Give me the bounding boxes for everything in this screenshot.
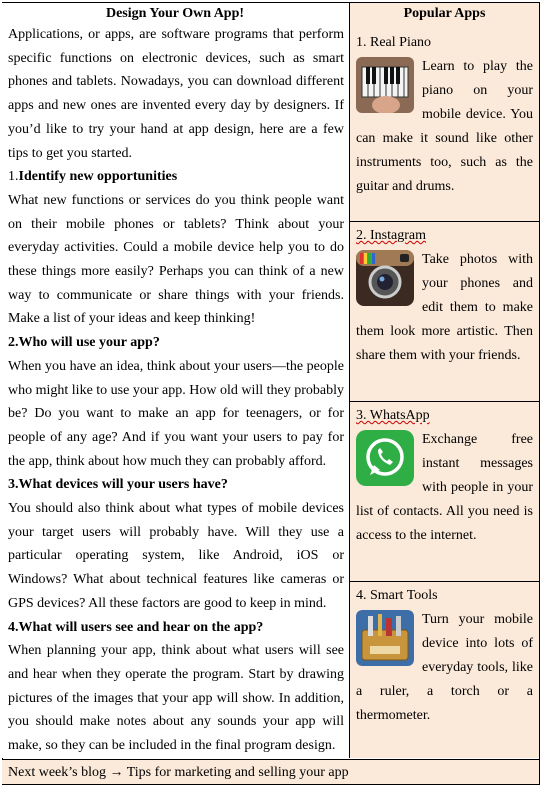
section-heading <box>8 473 344 497</box>
section-title: What will users see and hear on the app? <box>18 619 264 635</box>
section-text: What new functions or services do you think people want on their mobile phones or tablets? Think about your everyday activities. Could a mobile device help you to do these things more easily? Perhaps you can think of a new way to communicate or share things with your friends. Make a list of your ideas and keep thinking! <box>8 192 344 327</box>
app-description: Turn your mobile device into lots of everyday tools, like a ruler, a torch or a thermometer. <box>356 612 533 723</box>
app-name: 3. WhatsApp <box>356 408 430 423</box>
app-name: 1. Real Piano <box>356 35 432 50</box>
intro-paragraph: Applications, or apps, are software programs that perform specific functions on electronic devices, such as smart phones and tablets. Nowadays, you can download different apps and new ones are invented every day by designers. If you’d like to try your hand at app design, here are a few tips to get you started. <box>8 27 344 161</box>
section-number: 4. <box>8 619 19 635</box>
toolbox-icon <box>356 610 414 666</box>
section-text: When planning your app, think about what users will see and hear when they operate the program. Start by drawing pictures of the images that your app will show. In addition, you should make notes about any sounds your app will make, so they can be included in the final program design. <box>8 643 344 754</box>
sidebar-popular-apps <box>349 3 539 758</box>
article-title: Design Your Own App! <box>105 6 245 21</box>
app-description: Learn to play the piano on your mobile device. You can make it sound like other instruments too, such as the guitar and drums. <box>356 59 533 194</box>
section-heading <box>8 616 344 640</box>
camera-icon <box>356 250 414 306</box>
section-title: What devices will your users have? <box>18 477 228 493</box>
section-text: When you have an idea, think about your users—the people who might like to use your app. How old will they probably be? Do you want to make an app for teenagers, or for people of any age? And if you want your users to pay for the app, think about how much they can probably afford. <box>8 358 344 469</box>
article-column <box>2 3 348 758</box>
article-body <box>2 23 348 758</box>
app-name: 2. Instagram <box>356 228 426 243</box>
section-number: 2. <box>8 335 19 351</box>
section-number: 1. <box>8 169 19 185</box>
sidebar-title: Popular Apps <box>403 6 486 21</box>
app-name: 4. Smart Tools <box>356 588 438 603</box>
piano-icon <box>356 57 414 113</box>
app-card-whatsapp <box>350 401 539 581</box>
footer-next-blog: Next week’s blog → Tips for marketing and selling your app <box>2 759 539 784</box>
app-description: Take photos with your phones and edit them to make them look more artistic. Then share them with your friends. <box>356 252 533 363</box>
app-card-smart-tools <box>350 581 539 758</box>
section-heading <box>8 165 344 189</box>
section-title: Who will use your app? <box>18 335 160 351</box>
section-heading <box>8 331 344 355</box>
app-card-instagram <box>350 221 539 401</box>
section-number: 3. <box>8 477 19 493</box>
section-text: You should also think about what types of mobile devices your target users will probably have. Will they use a particular operating system, like Android, iOS or Windows? What about technical features like cameras or GPS devices? All these factors are good to keep in mind. <box>8 501 344 611</box>
chat-icon <box>356 430 414 486</box>
app-description: Exchange free instant messages with people in your list of contacts. All you need is access to the internet. <box>356 432 533 543</box>
app-card-real-piano <box>350 29 539 221</box>
section-title: Identify new opportunities <box>18 169 178 185</box>
